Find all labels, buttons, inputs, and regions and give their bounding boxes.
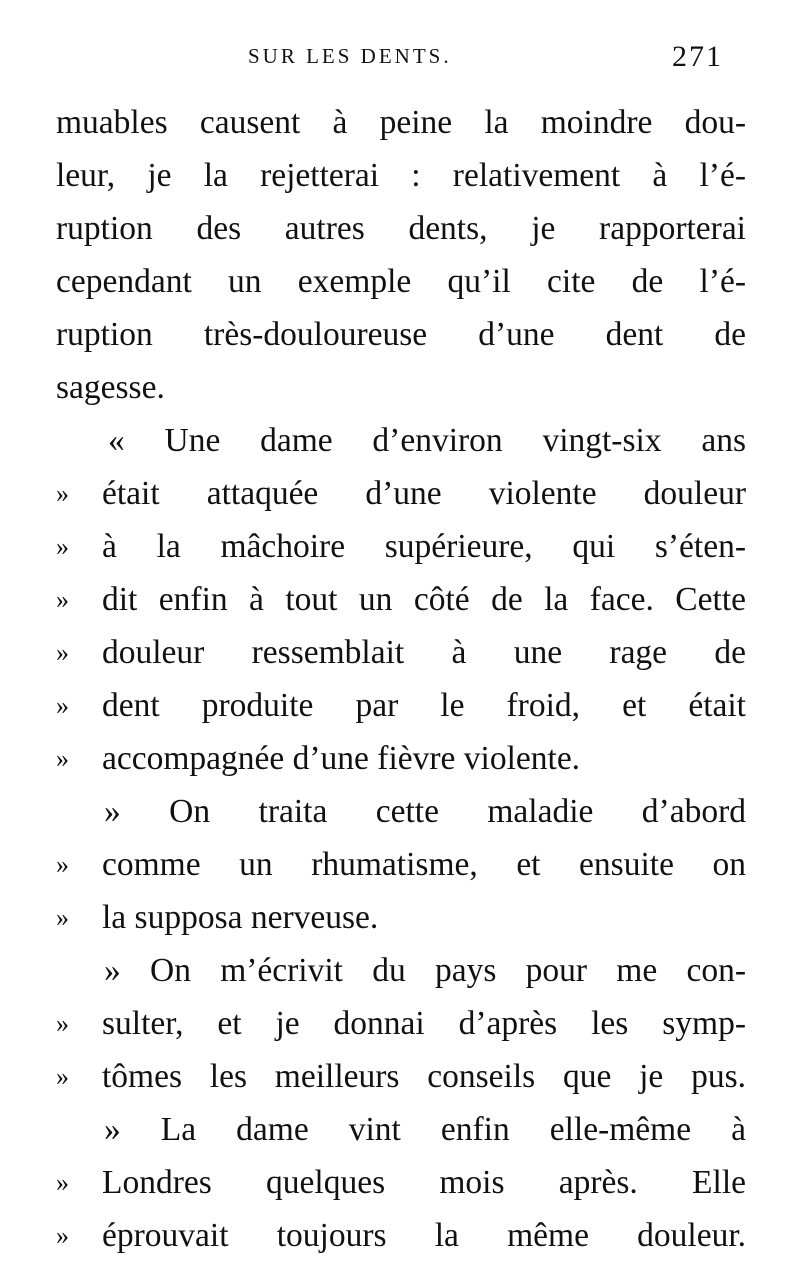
- text-line-content: ruption très-douloureuse d’une dent de: [56, 316, 746, 353]
- text-line: [56, 785, 746, 838]
- text-line: [56, 1156, 746, 1209]
- text-line: [56, 891, 746, 944]
- text-line-content: éprouvait toujours la même douleur.: [102, 1217, 746, 1254]
- quote-mark: »: [56, 1221, 69, 1250]
- text-line: [56, 149, 746, 202]
- text-line-content: » La dame vint enfin elle-même à: [104, 1111, 746, 1148]
- text-line-content: tômes les meilleurs conseils que je pus.: [102, 1058, 746, 1095]
- quote-mark: »: [56, 1168, 69, 1197]
- text-line-content: à la mâchoire supérieure, qui s’éten-: [102, 528, 746, 565]
- text-line: [56, 997, 746, 1050]
- running-title: SUR LES DENTS.: [248, 44, 452, 68]
- quote-mark: »: [56, 850, 69, 879]
- quote-mark: »: [56, 1009, 69, 1038]
- text-line: [56, 255, 746, 308]
- running-head: [0, 40, 800, 80]
- quote-mark: »: [56, 532, 69, 561]
- text-line-content: « Une dame d’environ vingt-six ans: [108, 422, 746, 459]
- text-line: [56, 1209, 746, 1262]
- quote-mark: »: [56, 1062, 69, 1091]
- text-line-content: » On m’écrivit du pays pour me con-: [104, 952, 746, 989]
- text-line: [56, 414, 746, 467]
- text-line-content: comme un rhumatisme, et ensuite on: [102, 846, 746, 883]
- text-line-content: dit enfin à tout un côté de la face. Cette: [102, 581, 746, 618]
- quote-mark: »: [56, 744, 69, 773]
- text-line-content: cependant un exemple qu’il cite de l’é-: [56, 263, 746, 300]
- text-line-content: » On traita cette maladie d’abord: [104, 793, 746, 830]
- text-line: [56, 679, 746, 732]
- text-line-content: leur, je la rejetterai : relativement à l’é-: [56, 157, 746, 194]
- quote-mark: »: [56, 691, 69, 720]
- text-line: [56, 96, 746, 149]
- text-line: [56, 520, 746, 573]
- text-line-content: la supposa nerveuse.: [102, 899, 379, 936]
- text-line-content: accompagnée d’une fièvre violente.: [102, 740, 581, 777]
- text-line: [56, 308, 746, 361]
- page-number: 271: [672, 40, 723, 73]
- text-line-content: sagesse.: [56, 369, 165, 406]
- text-line: [56, 1103, 746, 1156]
- text-line: [56, 732, 746, 785]
- text-line: [56, 626, 746, 679]
- quote-mark: »: [56, 479, 69, 508]
- text-line-content: était attaquée d’une violente douleur: [102, 475, 746, 512]
- text-line: [56, 361, 746, 414]
- text-line-content: sulter, et je donnai d’après les symp-: [102, 1005, 746, 1042]
- quote-mark: »: [56, 585, 69, 614]
- text-line-content: douleur ressemblait à une rage de: [102, 634, 746, 671]
- quote-mark: »: [56, 903, 69, 932]
- text-line-content: muables causent à peine la moindre dou-: [56, 104, 746, 141]
- text-line: [56, 944, 746, 997]
- text-line: [56, 1050, 746, 1103]
- text-line: [56, 202, 746, 255]
- text-line: [56, 838, 746, 891]
- body-text: [56, 96, 746, 1262]
- text-line: [56, 573, 746, 626]
- text-line-content: Londres quelques mois après. Elle: [102, 1164, 746, 1201]
- text-line-content: ruption des autres dents, je rapporterai: [56, 210, 746, 247]
- text-line: [56, 467, 746, 520]
- text-line-content: dent produite par le froid, et était: [102, 687, 746, 724]
- quote-mark: »: [56, 638, 69, 667]
